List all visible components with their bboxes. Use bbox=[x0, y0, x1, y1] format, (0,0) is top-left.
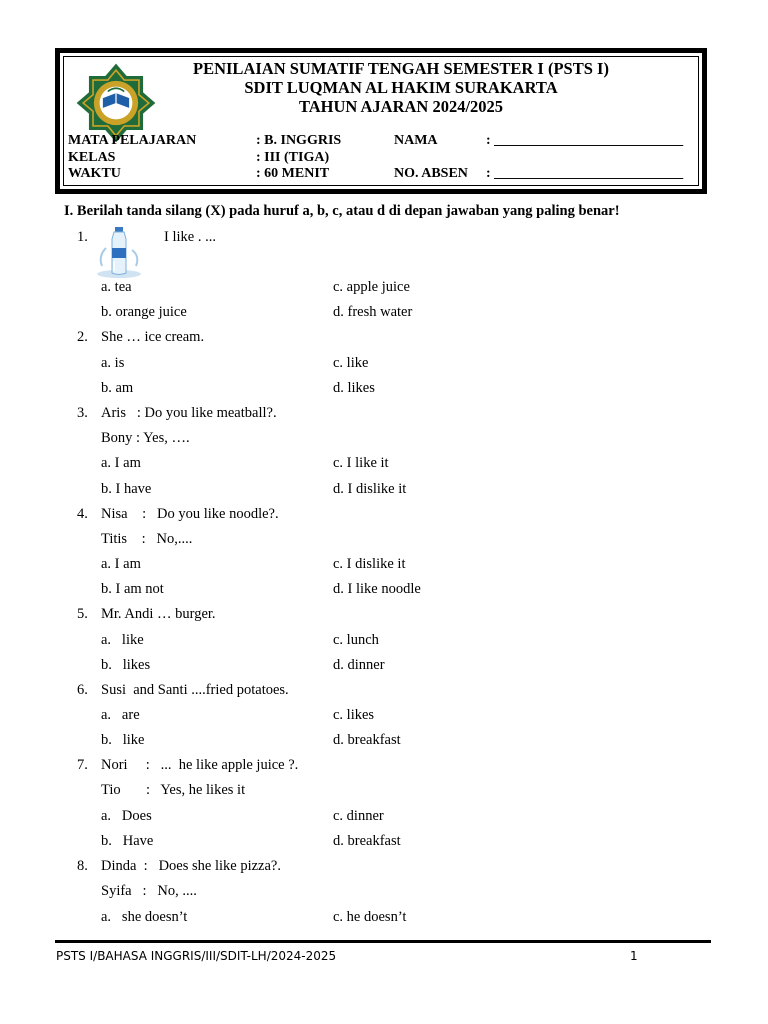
footer-doc-code: PSTS I/BAHASA INGGRIS/III/SDIT-LH/2024-2025 bbox=[56, 949, 337, 963]
section-instruction: I. Berilah tanda silang (X) pada huruf a, b, c, atau d di depan jawaban yang paling benar! bbox=[64, 203, 620, 219]
question-text: Mr. Andi … burger. bbox=[101, 606, 216, 622]
info-label: MATA PELAJARAN bbox=[68, 133, 197, 148]
option-a[interactable]: a. I am bbox=[101, 455, 141, 471]
info-value: : B. INGGRIS bbox=[256, 133, 342, 148]
option-d[interactable]: d. breakfast bbox=[333, 732, 401, 748]
option-b[interactable]: b. am bbox=[101, 380, 134, 396]
option-a[interactable]: a. is bbox=[101, 355, 125, 371]
option-a[interactable]: a. like bbox=[101, 632, 144, 648]
question-text: Nisa : Do you like noodle?. bbox=[101, 506, 279, 522]
option-b[interactable]: b. orange juice bbox=[101, 304, 187, 320]
info-value: : III (TIGA) bbox=[256, 149, 330, 165]
question-text: I like . ... bbox=[164, 229, 216, 245]
option-d[interactable]: d. likes bbox=[333, 380, 375, 396]
name-field[interactable]: : ___________________________ bbox=[486, 133, 684, 148]
student-info bbox=[68, 133, 698, 183]
option-c[interactable]: c. dinner bbox=[333, 808, 384, 824]
question-text-2: Syifa : No, .... bbox=[101, 883, 197, 899]
option-c[interactable]: c. likes bbox=[333, 707, 375, 723]
question-number: 5. bbox=[77, 606, 88, 622]
exam-header bbox=[55, 48, 707, 194]
option-d[interactable]: d. I like noodle bbox=[333, 581, 421, 597]
question-number: 3. bbox=[77, 405, 88, 421]
question-text: She … ice cream. bbox=[101, 329, 205, 345]
option-a[interactable]: a. she doesn’t bbox=[101, 909, 188, 925]
academic-year: TAHUN AJARAN 2024/2025 bbox=[298, 97, 504, 116]
question-text: Dinda : Does she like pizza?. bbox=[101, 858, 281, 874]
option-d[interactable]: d. dinner bbox=[333, 657, 385, 673]
option-d[interactable]: d. breakfast bbox=[333, 833, 401, 849]
info-row bbox=[68, 133, 698, 150]
option-b[interactable]: b. I have bbox=[101, 481, 152, 497]
info-label: NAMA bbox=[394, 133, 438, 148]
header-titles bbox=[60, 59, 702, 116]
question-text-2: Tio : Yes, he likes it bbox=[101, 782, 246, 798]
question-number: 2. bbox=[77, 329, 88, 345]
option-c[interactable]: c. I like it bbox=[333, 455, 389, 471]
water-bottle-icon bbox=[96, 226, 142, 278]
info-row bbox=[68, 166, 698, 183]
question-text: Nori : ... he like apple juice ?. bbox=[101, 757, 299, 773]
info-label: KELAS bbox=[68, 149, 116, 165]
question-number: 1. bbox=[77, 229, 88, 245]
option-d[interactable]: d. I dislike it bbox=[333, 481, 407, 497]
option-c[interactable]: c. apple juice bbox=[333, 279, 410, 295]
option-c[interactable]: c. like bbox=[333, 355, 369, 371]
question-number: 7. bbox=[77, 757, 88, 773]
info-label: NO. ABSEN bbox=[394, 166, 468, 181]
option-a[interactable]: a. I am bbox=[101, 556, 141, 572]
question-text: Susi and Santi ....fried potatoes. bbox=[101, 682, 289, 698]
info-label: WAKTU bbox=[68, 166, 121, 181]
footer-divider bbox=[55, 940, 711, 943]
absen-field[interactable]: : ___________________________ bbox=[486, 166, 684, 181]
question-number: 4. bbox=[77, 506, 88, 522]
question-text-2: Titis : No,.... bbox=[101, 531, 193, 547]
option-a[interactable]: a. Does bbox=[101, 808, 152, 824]
option-a[interactable]: a. are bbox=[101, 707, 140, 723]
option-a[interactable]: a. tea bbox=[101, 279, 132, 295]
option-c[interactable]: c. I dislike it bbox=[333, 556, 406, 572]
option-b[interactable]: b. likes bbox=[101, 657, 151, 673]
option-d[interactable]: d. fresh water bbox=[333, 304, 413, 320]
info-value: : 60 MENIT bbox=[256, 166, 330, 181]
exam-title: PENILAIAN SUMATIF TENGAH SEMESTER I (PSTS I) bbox=[193, 59, 609, 78]
question-number: 6. bbox=[77, 682, 88, 698]
option-c[interactable]: c. he doesn’t bbox=[333, 909, 407, 925]
option-b[interactable]: b. I am not bbox=[101, 581, 164, 597]
page-number: 1 bbox=[630, 949, 638, 963]
question-number: 8. bbox=[77, 858, 88, 874]
question-text: Aris : Do you like meatball?. bbox=[101, 405, 277, 421]
option-b[interactable]: b. Have bbox=[101, 833, 154, 849]
option-c[interactable]: c. lunch bbox=[333, 632, 379, 648]
info-row bbox=[68, 150, 698, 167]
option-b[interactable]: b. like bbox=[101, 732, 145, 748]
question-text-2: Bony : Yes, …. bbox=[101, 430, 190, 446]
school-name: SDIT LUQMAN AL HAKIM SURAKARTA bbox=[244, 78, 558, 97]
